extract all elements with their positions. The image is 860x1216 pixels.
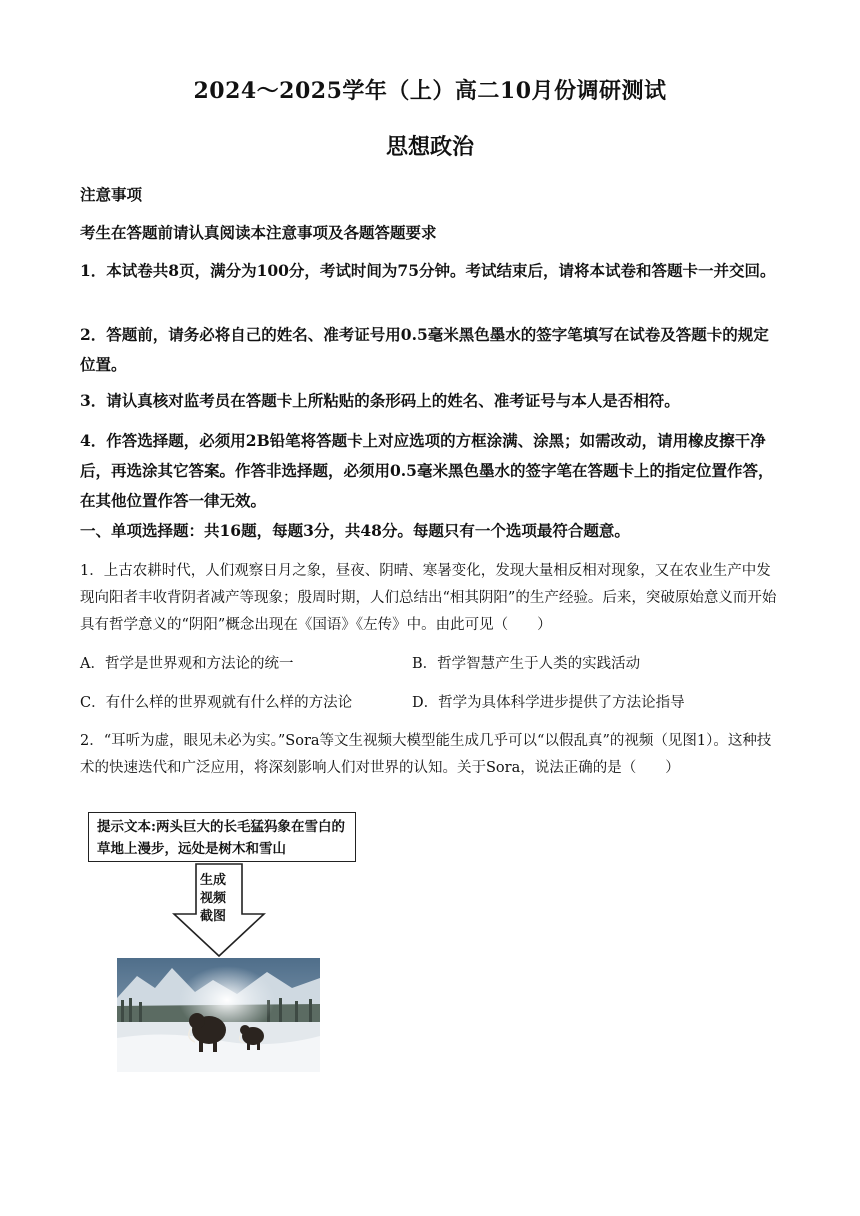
question-2-stem: 2．“耳听为虚，眼见未必为实。”Sora等文生视频大模型能生成几乎可以“以假乱真”的视频（见图1）。这种技术的快速迭代和广泛应用，将深刻影响人们对世界的认知。关于Sora，说法正确的是（ ）	[80, 733, 772, 776]
q1-option-a: A．哲学是世界观和方法论的统一	[80, 656, 294, 672]
mammoth-video-screenshot	[117, 958, 320, 1072]
notice-item-1: 1．本试卷共8页，满分为100分，考试时间为75分钟。考试结束后，请将本试卷和答题卡一并交回。	[80, 261, 776, 280]
q1-option-d: D．哲学为具体科学进步提供了方法论指导	[412, 695, 685, 711]
notice-item-4: 4．作答选择题，必须用2B铅笔将答题卡上对应选项的方框涂满、涂黑；如需改动，请用橡皮擦干净后，再选涂其它答案。作答非选择题，必须用0.5毫米黑色墨水的签字笔在答题卡上的指定位置作答，在其他位置作答一律无效。	[80, 431, 774, 510]
prompt-text-box: 提示文本:两头巨大的长毛猛犸象在雪白的草地上漫步，远处是树木和雪山	[88, 812, 356, 862]
notice-heading: 注意事项	[80, 185, 143, 204]
question-1-stem: 1．上古农耕时代，人们观察日月之象，昼夜、阴晴、寒暑变化，发现大量相反相对现象，又在农业生产中发现向阳者丰收背阴者减产等现象；殷周时期，人们总结出“相其阴阳”的生产经验。后来，突破原始意义而开始具有哲学意义的“阴阳”概念出现在《国语》《左传》中。由此可见（ ）	[80, 563, 777, 633]
arrow-label: 生成视频截图	[199, 873, 226, 924]
subject-title: 思想政治	[385, 134, 474, 160]
section-heading: 一、单项选择题：共16题，每题3分，共48分。每题只有一个选项最符合题意。	[80, 521, 630, 540]
notice-intro: 考生在答题前请认真阅读本注意事项及各题答题要求	[80, 223, 437, 242]
q1-option-b: B．哲学智慧产生于人类的实践活动	[412, 656, 641, 672]
exam-title: 2024～2025学年（上）高二10月份调研测试	[193, 78, 667, 104]
notice-item-2: 2．答题前，请务必将自己的姓名、准考证号用0.5毫米黑色墨水的签字笔填写在试卷及答题卡的规定位置。	[80, 325, 769, 374]
q1-option-c: C．有什么样的世界观就有什么样的方法论	[80, 695, 353, 711]
notice-item-3: 3．请认真核对监考员在答题卡上所粘贴的条形码上的姓名、准考证号与本人是否相符。	[80, 391, 680, 410]
